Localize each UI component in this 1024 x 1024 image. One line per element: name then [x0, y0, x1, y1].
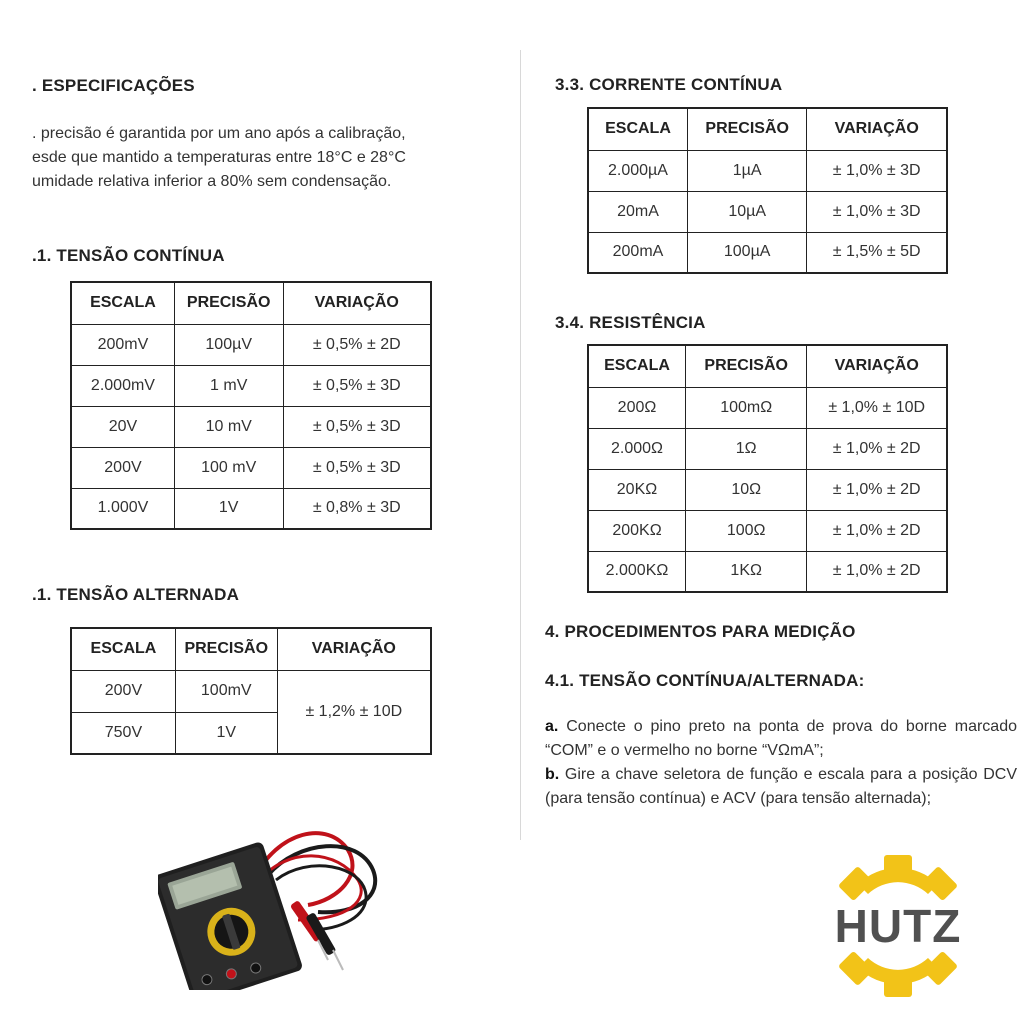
- column-header: PRECISÃO: [174, 282, 283, 324]
- cell-escala: 200V: [71, 670, 175, 712]
- procedure-step-b: [545, 763, 1017, 811]
- column-header: PRECISÃO: [686, 345, 807, 387]
- cell-variacao: ± 1,0% ± 2D: [807, 469, 947, 510]
- hutz-logo: [818, 855, 978, 997]
- table-row: [71, 488, 431, 529]
- cell-precisao: 100Ω: [686, 510, 807, 551]
- specs-line: umidade relativa inferior a 80% sem condensação.: [32, 173, 392, 190]
- step-text: Gire a chave seletora de função e escala para a posição DCV (para tensão contínua) e ACV (para tensão alternada);: [545, 766, 1017, 807]
- column-header: ESCALA: [588, 108, 687, 150]
- column-header: ESCALA: [71, 628, 175, 670]
- cell-precisao: 1Ω: [686, 428, 807, 469]
- cell-precisao: 1V: [174, 488, 283, 529]
- cell-escala: 2.000KΩ: [588, 551, 686, 592]
- cell-variacao: ± 1,5% ± 5D: [807, 232, 947, 273]
- gear-icon: [818, 855, 978, 997]
- table-row: [71, 365, 431, 406]
- cell-precisao: 100µA: [687, 232, 806, 273]
- column-header: VARIAÇÃO: [807, 108, 947, 150]
- cell-variacao: ± 0,8% ± 3D: [283, 488, 431, 529]
- cell-escala: 200mA: [588, 232, 687, 273]
- cell-precisao: 10Ω: [686, 469, 807, 510]
- specs-line: esde que mantido a temperaturas entre 18°C e 28°C: [32, 149, 406, 166]
- section-heading-corrente-continua: 3.3. CORRENTE CONTÍNUA: [555, 75, 783, 94]
- cell-precisao: 100 mV: [174, 447, 283, 488]
- procedure-step-a: [545, 715, 1017, 763]
- step-label: a.: [545, 718, 559, 735]
- section-heading-tensao-continua: .1. TENSÃO CONTÍNUA: [32, 246, 225, 265]
- column-header: VARIAÇÃO: [807, 345, 947, 387]
- procedure-steps: [545, 715, 1017, 811]
- cell-variacao: ± 1,0% ± 3D: [807, 191, 947, 232]
- logo-text: HUTZ: [834, 900, 962, 952]
- cell-escala: 750V: [71, 712, 175, 754]
- specs-paragraph: [32, 122, 406, 194]
- step-text: Conecte o pino preto na ponta de prova do borne marcado “COM” e o vermelho no borne “VΩmA”;: [545, 718, 1017, 759]
- column-header: ESCALA: [588, 345, 686, 387]
- column-divider: [520, 50, 521, 840]
- step-label: b.: [545, 766, 560, 783]
- multimeter-illustration: [158, 820, 388, 990]
- cell-escala: 2.000mV: [71, 365, 174, 406]
- table-row: [588, 387, 947, 428]
- cell-precisao: 10µA: [687, 191, 806, 232]
- table-row: [588, 232, 947, 273]
- cell-precisao: 100mV: [175, 670, 277, 712]
- section-heading-procedimentos: 4. PROCEDIMENTOS PARA MEDIÇÃO: [545, 622, 856, 641]
- cell-precisao: 1 mV: [174, 365, 283, 406]
- column-header: PRECISÃO: [175, 628, 277, 670]
- table-row: [588, 428, 947, 469]
- section-heading-tensao-alternada: .1. TENSÃO ALTERNADA: [32, 585, 240, 604]
- cell-variacao: ± 1,0% ± 2D: [807, 510, 947, 551]
- cell-escala: 200KΩ: [588, 510, 686, 551]
- cell-variacao: ± 1,0% ± 3D: [807, 150, 947, 191]
- cell-variacao: ± 1,0% ± 2D: [807, 428, 947, 469]
- table-tensao-alternada: [70, 627, 432, 755]
- table-row: [588, 191, 947, 232]
- specs-line: . precisão é garantida por um ano após a calibração,: [32, 125, 406, 142]
- cell-variacao: ± 1,0% ± 2D: [807, 551, 947, 592]
- table-row: [71, 447, 431, 488]
- section-heading-especificacoes: . ESPECIFICAÇÕES: [32, 76, 195, 95]
- cell-precisao: 1V: [175, 712, 277, 754]
- cell-escala: 20mA: [588, 191, 687, 232]
- table-row: [588, 469, 947, 510]
- cell-escala: 20V: [71, 406, 174, 447]
- table-row: [588, 551, 947, 592]
- cell-variacao: ± 0,5% ± 3D: [283, 447, 431, 488]
- cell-escala: 200mV: [71, 324, 174, 365]
- cell-variacao: ± 0,5% ± 2D: [283, 324, 431, 365]
- cell-escala: 2.000Ω: [588, 428, 686, 469]
- multimeter-icon: [158, 820, 388, 990]
- table-tensao-continua: [70, 281, 432, 530]
- cell-variacao: ± 0,5% ± 3D: [283, 406, 431, 447]
- section-heading-resistencia: 3.4. RESISTÊNCIA: [555, 313, 706, 332]
- cell-precisao: 10 mV: [174, 406, 283, 447]
- table-row: [588, 510, 947, 551]
- column-header: VARIAÇÃO: [277, 628, 431, 670]
- cell-variacao: ± 0,5% ± 3D: [283, 365, 431, 406]
- section-heading-tensao-continua-alternada: 4.1. TENSÃO CONTÍNUA/ALTERNADA:: [545, 671, 865, 690]
- cell-escala: 200V: [71, 447, 174, 488]
- cell-variacao: ± 1,2% ± 10D: [277, 670, 431, 754]
- table-row: [71, 406, 431, 447]
- table-row: [588, 150, 947, 191]
- cell-escala: 20KΩ: [588, 469, 686, 510]
- column-header: ESCALA: [71, 282, 174, 324]
- cell-escala: 200Ω: [588, 387, 686, 428]
- column-header: PRECISÃO: [687, 108, 806, 150]
- cell-precisao: 1KΩ: [686, 551, 807, 592]
- table-corrente-continua: [587, 107, 948, 274]
- table-resistencia: [587, 344, 948, 593]
- cell-variacao: ± 1,0% ± 10D: [807, 387, 947, 428]
- table-row: [71, 670, 431, 712]
- table-row: [71, 324, 431, 365]
- cell-escala: 2.000µA: [588, 150, 687, 191]
- cell-precisao: 1µA: [687, 150, 806, 191]
- column-header: VARIAÇÃO: [283, 282, 431, 324]
- cell-precisao: 100µV: [174, 324, 283, 365]
- cell-precisao: 100mΩ: [686, 387, 807, 428]
- cell-escala: 1.000V: [71, 488, 174, 529]
